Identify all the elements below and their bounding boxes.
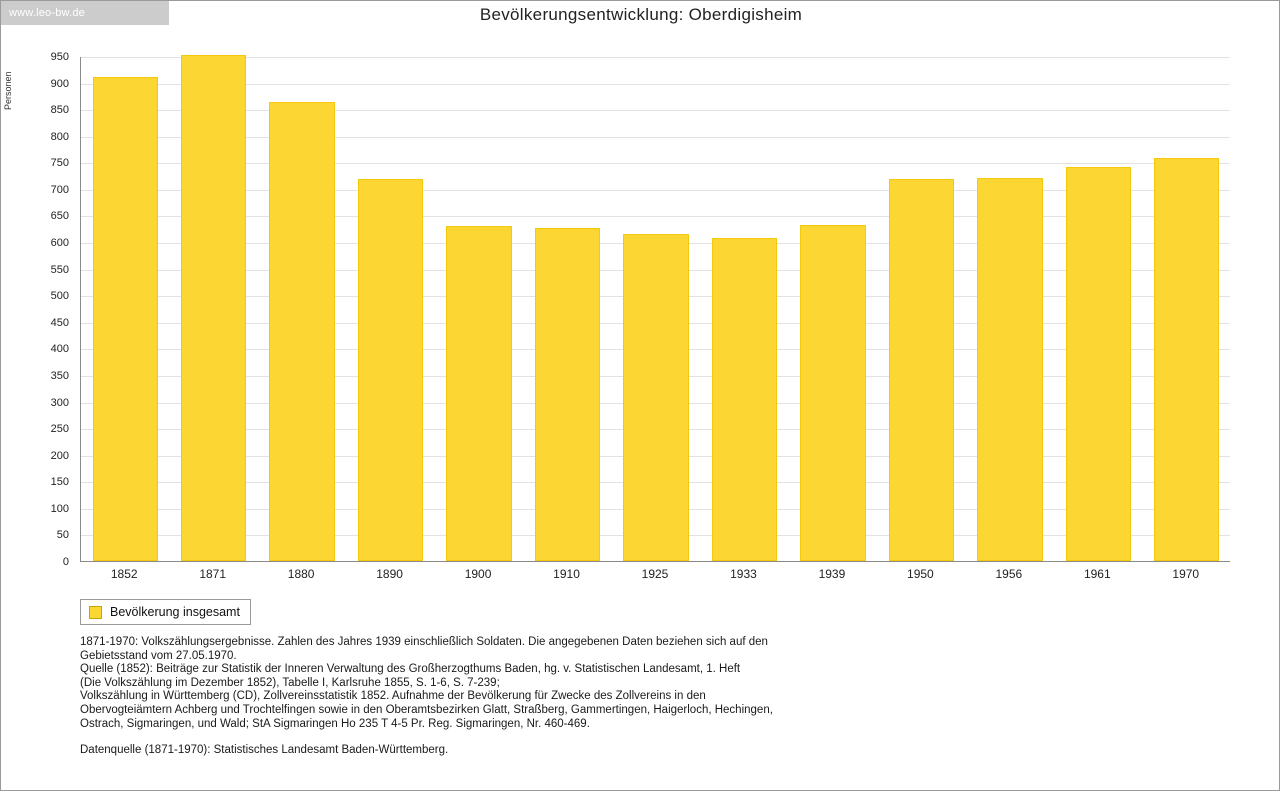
y-tick-label: 200 [50,449,69,462]
y-tick-label: 550 [50,263,69,276]
y-tick-label: 500 [50,290,69,303]
x-tick-label: 1910 [553,567,580,581]
source-note: Datenquelle (1871-1970): Statistisches Landesamt Baden-Württemberg. [80,744,449,757]
footnote-line: Quelle (1852): Beiträge zur Statistik der Inneren Verwaltung des Großherzogthums Baden, hg. v. Statistischen Landesamt, 1. Heft [80,663,741,676]
footnote-line: Obervogteiämtern Achberg und Trochtelfingen sowie in den Oberamtsbezirken Glatt, Straßberg, Gammertingen, Haigerloch, Hechingen, [80,703,773,716]
bar[interactable] [358,179,423,561]
y-tick-label: 350 [50,369,69,382]
bar[interactable] [977,178,1042,561]
footnote-line: Volkszählung in Württemberg (CD), Zollvereinsstatistik 1852. Aufnahme der Bevölkerung für Zwecke des Zollvereins in den [80,690,706,703]
footnotes [80,636,1200,758]
y-tick-label: 600 [50,237,69,250]
x-axis-tick-labels [80,563,1230,585]
y-tick-label: 900 [50,77,69,90]
legend-item-label: Bevölkerung insgesamt [110,605,240,619]
y-axis-label: Personen [3,71,13,111]
y-axis-tick-labels [1,51,75,568]
y-tick-label: 50 [56,529,69,542]
x-tick-label: 1939 [818,567,846,581]
x-tick-label: 1880 [287,567,315,581]
footnote-line: (Die Volkszählung im Dezember 1852), Tabelle I, Karlsruhe 1855, S. 1-6, S. 7-239; [80,676,500,689]
y-tick-label: 100 [50,502,69,515]
y-tick-label: 250 [50,423,69,436]
bar[interactable] [93,77,158,561]
bar-series [81,57,1230,561]
bar[interactable] [446,226,511,561]
watermark-label: www.leo-bw.de [1,1,169,25]
y-tick-label: 850 [50,104,69,117]
y-tick-label: 950 [50,51,69,63]
y-tick-label: 150 [50,476,69,489]
footnote-line: Ostrach, Sigmaringen, und Wald; StA Sigmaringen Ho 235 T 4-5 Pr. Reg. Sigmaringen, Nr. 460-469. [80,717,590,730]
bar[interactable] [712,238,777,561]
bar[interactable] [800,225,865,561]
x-tick-label: 1890 [376,567,403,581]
bar[interactable] [1066,167,1131,561]
x-tick-label: 1852 [110,567,138,581]
x-tick-label: 1925 [641,567,669,581]
y-tick-label: 300 [50,396,69,409]
y-tick-label: 0 [62,556,69,568]
footnote-line: 1871-1970: Volkszählungsergebnisse. Zahlen des Jahres 1939 einschließlich Soldaten. Die angegebenen Daten beziehen sich auf den [80,636,768,648]
bar[interactable] [623,234,688,561]
x-tick-label: 1871 [199,567,227,581]
bar[interactable] [889,179,954,561]
y-tick-label: 800 [50,130,69,143]
bar[interactable] [535,228,600,561]
y-tick-label: 450 [50,316,69,329]
bar[interactable] [269,102,334,561]
y-tick-label: 700 [50,183,69,196]
y-tick-label: 650 [50,210,69,223]
bar[interactable] [1154,158,1219,561]
x-tick-label: 1900 [464,567,492,581]
y-tick-label: 400 [50,343,69,356]
x-tick-label: 1956 [995,567,1023,581]
x-tick-label: 1961 [1083,567,1111,581]
y-tick-label: 750 [50,157,69,170]
plot-area [80,57,1230,562]
x-tick-label: 1950 [907,567,934,581]
bar[interactable] [181,55,246,561]
x-tick-label: 1933 [730,567,757,581]
x-tick-label: 1970 [1172,567,1200,581]
chart-legend[interactable] [80,599,251,625]
legend-swatch-icon [89,606,102,619]
page-title: Bevölkerungsentwicklung: Oberdigisheim [479,5,803,24]
footnote-line: Gebietsstand vom 27.05.1970. [80,649,237,662]
